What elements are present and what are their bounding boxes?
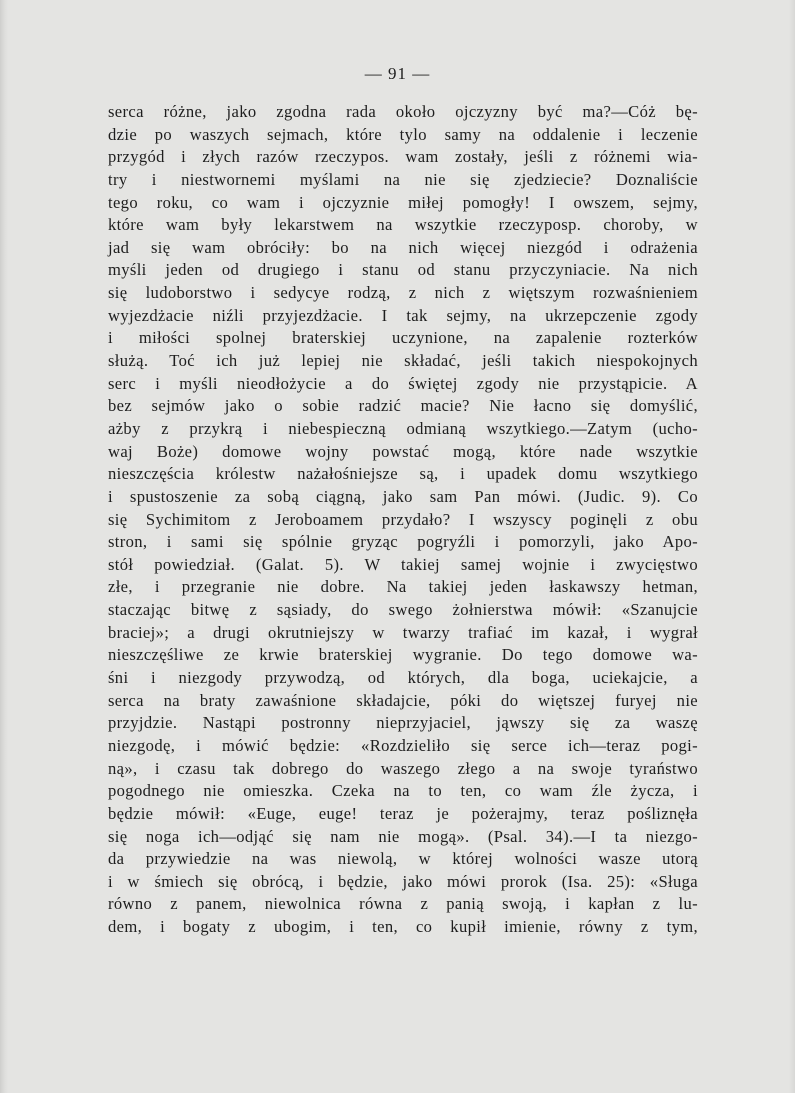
text-line: nieszczęśliwe ze krwie braterskiej wygranie. Do tego domowe wa- <box>108 645 698 665</box>
text-line: nieszczęścia królestw nażałośniejsze są, i upadek domu wszytkiego <box>108 464 698 484</box>
text-line: staczając bitwę z sąsiady, do swego żołnierstwa mówił: «Szanujcie <box>108 600 698 620</box>
text-line: które wam były lekarstwem na wszytkie rzeczyposp. choroby, w <box>108 215 698 235</box>
text-line: bez sejmów jako o sobie radzić macie? Nie łacno się domyślić, <box>108 396 698 416</box>
text-line: serc i myśli nieodłożycie a do świętej zgody nie przystąpicie. A <box>108 373 698 393</box>
body-text <box>108 101 698 939</box>
page-number: — 91 — <box>364 64 431 83</box>
page-right-edge <box>789 0 795 1093</box>
text-line: śni i niezgody przywodzą, od których, dla boga, uciekajcie, a <box>108 668 698 688</box>
text-line: równo z panem, niewolnica równa z panią swoją, i kapłan z lu- <box>108 894 698 914</box>
text-line: stół powiedział. (Galat. 5). W takiej samej wojnie i zwycięstwo <box>108 554 698 574</box>
text-line: dem, i bogaty z ubogim, i ten, co kupił imienie, równy z tym, <box>108 917 698 937</box>
text-line: i w śmiech się obrócą, i będzie, jako mówi prorok (Isa. 25): «Sługa <box>108 871 698 891</box>
text-line: ną», i czasu tak dobrego do waszego złego a na swoje tyraństwo <box>108 758 698 778</box>
text-line: braciej»; a drugi okrutniejszy w twarzy trafiać im kazał, i wygrał <box>108 622 698 642</box>
text-line: da przywiedzie na was niewolą, w której wolności wasze utorą <box>108 849 698 869</box>
text-line: pogodnego nie omieszka. Czeka na to ten, co wam źle życza, i <box>108 781 698 801</box>
text-line: będzie mówił: «Euge, euge! teraz je pożerajmy, teraz pośliznęła <box>108 803 698 823</box>
text-line: służą. Toć ich już lepiej nie składać, jeśli takich niespokojnych <box>108 351 698 371</box>
text-line: się Sychimitom z Jeroboamem przydało? I wszyscy poginęli z obu <box>108 509 698 529</box>
text-line: waj Boże) domowe wojny powstać mogą, które nade wszytkie <box>108 441 698 461</box>
text-line: złe, i przegranie nie dobre. Na takiej jeden łaskawszy hetman, <box>108 577 698 597</box>
text-line: dzie po waszych sejmach, które tylo samy na oddalenie i leczenie <box>108 124 698 144</box>
text-line: wyjezdżacie niźli przyjezdżacie. I tak sejmy, na ukrzepczenie zgody <box>108 305 698 325</box>
text-line: i spustoszenie za sobą ciągną, jako sam Pan mówi. (Judic. 9). Co <box>108 486 698 506</box>
text-line: się ludoborstwo i sedycye rodzą, z nich z więtszym rozwaśnieniem <box>108 283 698 303</box>
text-line: serca różne, jako zgodna rada około ojczyzny być ma?—Cóż bę- <box>108 102 698 121</box>
text-line: ażby z przykrą i niebespieczną odmianą wszytkiego.—Zatym (ucho- <box>108 418 698 438</box>
page-left-edge <box>0 0 8 1093</box>
text-line: przyjdzie. Nastąpi postronny nieprzyjaciel, jąwszy się za waszę <box>108 713 698 733</box>
text-line: try i niestwornemi myślami na nie się zjedziecie? Doznaliście <box>108 169 698 189</box>
text-line: się noga ich—odjąć się nam nie mogą». (Psal. 34).—I ta niezgo- <box>108 826 698 846</box>
text-line: stron, i sami się spólnie gryząc pogryźli i pomorzyli, jako Apo- <box>108 532 698 552</box>
text-line: jad się wam obróciły: bo na nich więcej niezgód i odrażenia <box>108 237 698 257</box>
text-line: niezgodę, i mówić będzie: «Rozdzieliło się serce ich—teraz pogi- <box>108 735 698 755</box>
text-line: tego roku, co wam i ojczyznie miłej pomogły! I owszem, sejmy, <box>108 192 698 212</box>
text-line: przygód i złych razów rzeczypos. wam zostały, jeśli z różnemi wia- <box>108 147 698 167</box>
text-line: myśli jeden od drugiego i stanu od stanu przyczyniacie. Na nich <box>108 260 698 280</box>
text-line: serca na braty zawaśnione składajcie, póki do więtszej furyej nie <box>108 690 698 710</box>
text-line: i miłości spolnej braterskiej uczynione, na zapalenie rozterków <box>108 328 698 348</box>
